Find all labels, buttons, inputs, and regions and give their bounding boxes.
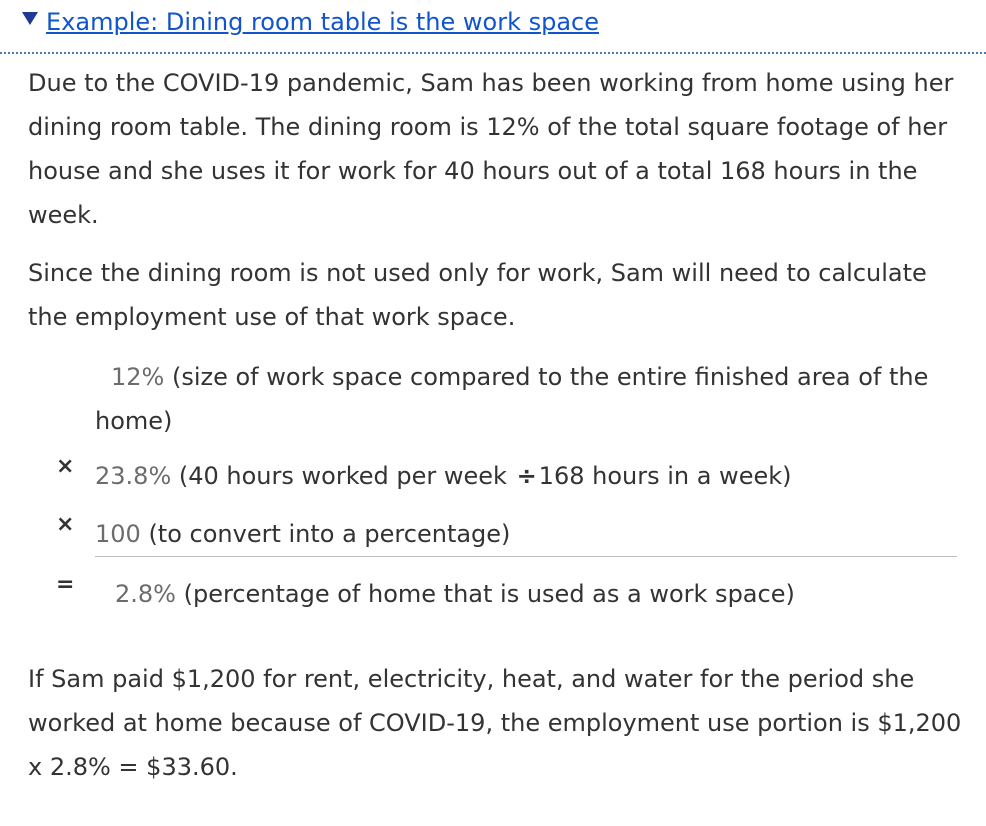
multiply-icon: × [56,512,75,537]
divide-icon: ÷ [516,462,537,490]
calc-row-result [115,572,795,616]
calc-value: 2.8% [115,580,176,608]
details-summary[interactable] [0,0,986,54]
calc-value: 100 [95,520,141,548]
calc-explanation: (size of work space compared to the entire finished area of the home) [95,363,929,435]
calc-row-hours [95,454,791,498]
calc-row-percent [95,512,510,556]
calc-value: 23.8% [95,462,172,490]
details-summary-link[interactable]: Example: Dining room table is the work space [46,8,599,36]
intro-paragraph: Due to the COVID-19 pandemic, Sam has been working from home using her dining room table. The dining room is 12% of the total square footage of her house and she uses it for work for 40 hours out of a total 168 hours in the week. [28,69,954,229]
explanation-paragraph: Since the dining room is not used only for work, Sam will need to calculate the employment use of that work space. [28,259,927,331]
equals-icon: = [56,572,75,597]
calc-explanation: (to convert into a percentage) [140,520,511,548]
calc-divider [95,556,957,557]
calc-row-size [95,355,965,443]
calc-explanation: (percentage of home that is used as a work space) [175,580,795,608]
multiply-icon: × [56,454,75,479]
calc-explanation: (40 hours worked per week [171,462,507,490]
calc-explanation-end: 168 hours in a week) [538,462,792,490]
triangle-down-icon [22,12,38,25]
result-paragraph: If Sam paid $1,200 for rent, electricity, heat, and water for the period she worked at home because of COVID-19, the employment use portion is $1,200 x 2.8% = $33.60. [28,665,962,781]
calc-value: 12% [111,363,165,391]
